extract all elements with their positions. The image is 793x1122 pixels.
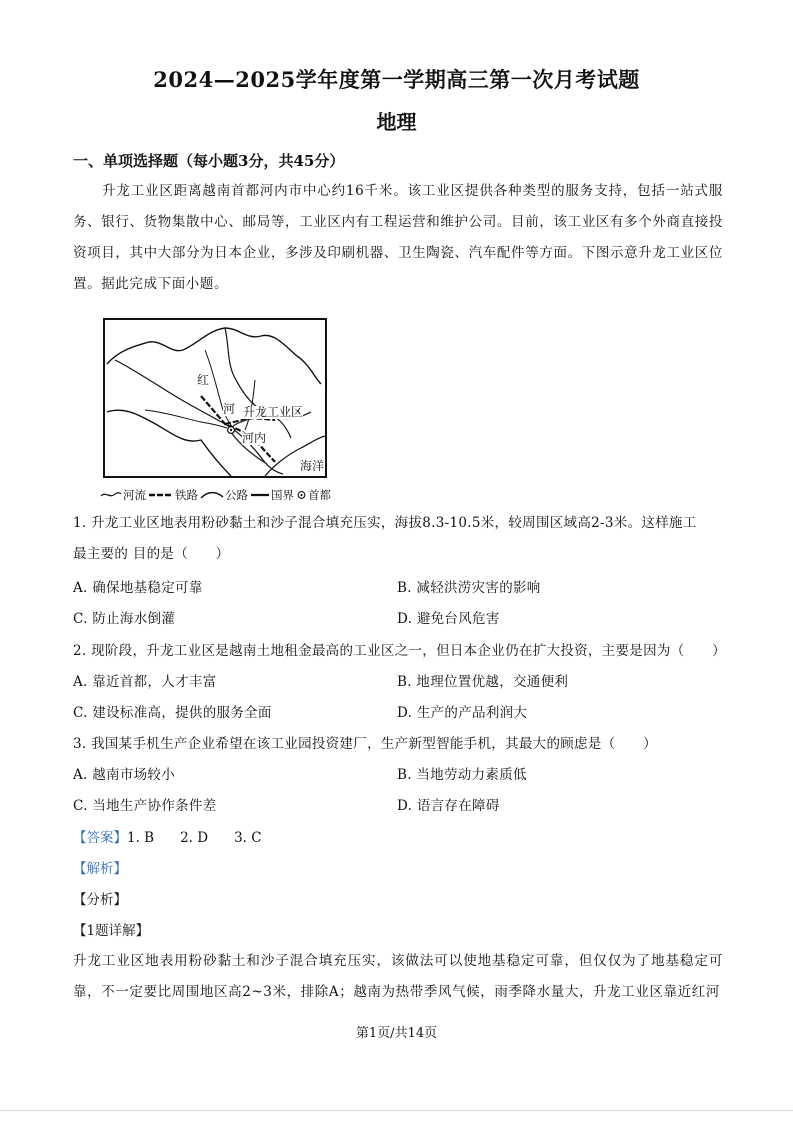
detail-label: 【1题详解】: [73, 923, 150, 939]
question-2-option-a: A. 靠近首都，人才丰富: [73, 674, 217, 690]
map-label-red: 红: [197, 373, 210, 387]
question-3-option-a: A. 越南市场较小: [73, 767, 176, 783]
legend-border: [250, 487, 294, 503]
question-1-option-c: C. 防止海水倒灌: [73, 611, 176, 627]
railway-legend-icon: [148, 490, 174, 500]
map-graphic: [105, 320, 325, 476]
question-1-option-b: B. 减轻洪涝灾害的影响: [397, 580, 541, 596]
section-heading: 一、单项选择题（每小题3分，共45分）: [73, 152, 345, 170]
question-1-option-d: D. 避免台风危害: [397, 611, 500, 627]
map-legend: [100, 487, 333, 503]
question-3-stem: 3. 我国某手机生产企业希望在该工业园投资建厂，生产新型智能手机，其最大的顾虑是（ ）: [73, 736, 657, 752]
capital-legend-icon: [296, 490, 307, 500]
legend-road: [200, 487, 248, 503]
answer-3: 3. C: [234, 830, 262, 846]
exam-title: 2024—2025学年度第一学期高三第一次月考试题: [153, 67, 640, 92]
question-3-option-c: C. 当地生产协作条件差: [73, 798, 217, 814]
capital-symbol-dot: [230, 429, 232, 431]
subject-title: 地理: [376, 110, 417, 134]
answer-values: [127, 830, 288, 846]
legend-capital: [296, 487, 331, 503]
border-line: [107, 328, 321, 384]
question-3-option-d: D. 语言存在障碍: [397, 798, 500, 814]
answer-line: [73, 826, 288, 846]
question-1-stem-line-2: 最主要的 目的是（ ）: [73, 546, 230, 562]
legend-road-label: 公路: [225, 488, 248, 502]
road-legend-icon: [200, 490, 224, 500]
page-footer: 第1页/共14页: [355, 1026, 438, 1041]
map-label-sea: 海洋: [300, 459, 325, 473]
map-label-river: 河: [223, 402, 236, 416]
question-2-option-c: C. 建设标准高，提供的服务全面: [73, 705, 272, 721]
border-legend-icon: [250, 490, 270, 500]
fenxi-label: 【分析】: [73, 892, 127, 908]
question-2-stem: 2. 现阶段，升龙工业区是越南土地租金最高的工业区之一，但日本企业仍在扩大投资，主要是因为（ ）: [73, 643, 726, 659]
question-2-option-b: B. 地理位置优越，交通便利: [397, 674, 569, 690]
legend-river-label: 河流: [123, 488, 146, 502]
answer-1: 1. B: [127, 830, 155, 846]
question-1-stem: [73, 508, 723, 570]
question-1-stem-line-1: 1. 升龙工业区地表用粉砂黏土和沙子混合填充压实，海拔8.3-10.5米，较周围区域高2-3米。这样施工: [73, 515, 697, 531]
map-label-hanoi: 河内: [242, 431, 267, 445]
border-line: [107, 410, 231, 476]
river-legend-icon: [100, 490, 122, 500]
question-3-option-b: B. 当地劳动力素质低: [397, 767, 527, 783]
question-1-option-a: A. 确保地基稳定可靠: [73, 580, 203, 596]
legend-river: [100, 487, 146, 503]
location-map: [103, 318, 327, 478]
legend-capital-label: 首都: [308, 488, 331, 502]
detail-paragraph: 升龙工业区地表用粉砂黏土和沙子混合填充压实，该做法可以使地基稳定可靠，但仅仅为了地基稳定可靠，不一定要比周围地区高2~3米，排除A；越南为热带季风气候，雨季降水量大，升龙工业区靠近红河: [73, 953, 723, 1000]
legend-railway-label: 铁路: [175, 488, 198, 502]
bottom-divider: [0, 1110, 793, 1111]
answer-label: 【答案】: [73, 830, 127, 846]
analysis-label: 【解析】: [73, 861, 127, 877]
intro-paragraph: 升龙工业区距离越南首都河内市中心约16千米。该工业区提供各种类型的服务支持，包括一站式服务、银行、货物集散中心、邮局等，工业区内有工程运营和维护公司。目前，该工业区有多个外商直接投资项目，其中大部分为日本企业，多涉及印刷机器、卫生陶瓷、汽车配件等方面。下图示意升龙工业区位置。据此完成下面小题。: [73, 183, 723, 292]
map-label-industrial-zone: 升龙工业区: [243, 405, 304, 419]
answer-2: 2. D: [180, 830, 209, 846]
legend-border-label: 国界: [271, 488, 294, 502]
question-2-option-d: D. 生产的产品利润大: [397, 705, 528, 721]
legend-railway: [148, 487, 198, 503]
